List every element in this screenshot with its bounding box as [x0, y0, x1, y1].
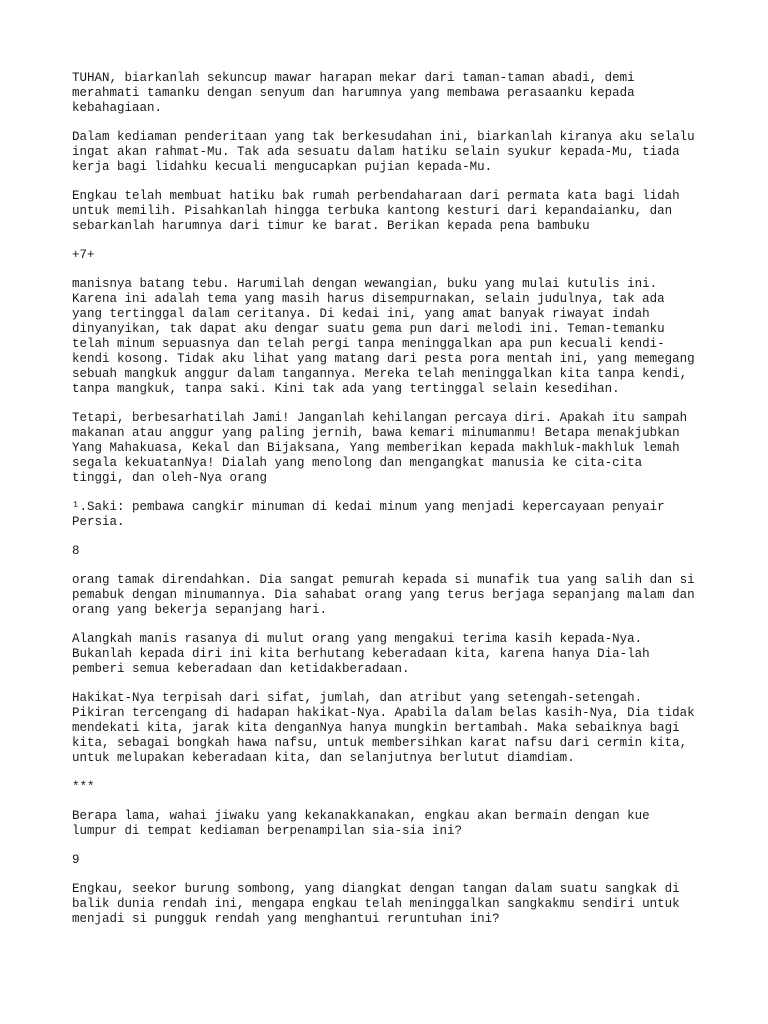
paragraph-jami: Tetapi, berbesarhatilah Jami! Janganlah kehilangan percaya diri. Apakah itu sampah makanan atau anggur yang paling jernih, bawa kemari minumanmu! Betapa menakjubkan Yang Mahakuasa, Kekal dan Bijaksana, Yang memberikan kepada makhluk-makhluk lemah segala kekuatanNya! Dialah yang menolong dan mengangkat manusia ke cita-cita tinggi, dan oleh-Nya orang	[72, 411, 688, 485]
paragraph-childish-soul: Berapa lama, wahai jiwaku yang kekanakkanakan, engkau akan bermain dengan kue lumpur di tempat kediaman berpenampilan sia-sia ini?	[72, 809, 650, 838]
paragraph-opening-prayer: TUHAN, biarkanlah sekuncup mawar harapan mekar dari taman-taman abadi, demi merahmati tamanku dengan senyum dan harumnya yang membawa perasaanku kepada kebahagiaan.	[72, 71, 635, 115]
footnote-saki: ¹.Saki: pembawa cangkir minuman di kedai minum yang menjadi kepercayaan penyair Persia.	[72, 500, 665, 529]
document-page	[72, 71, 712, 941]
paragraph-greedy: orang tamak direndahkan. Dia sangat pemurah kepada si munafik tua yang salih dan si pemabuk dengan minumannya. Dia sahabat orang yang terus berjaga sepanjang malam dan orang yang bekerja sepanjang hari.	[72, 573, 695, 617]
paragraph-sugarcane: manisnya batang tebu. Harumilah dengan wewangian, buku yang mulai kutulis ini. Karena ini adalah tema yang masih harus disempurnakan, selain judulnya, tak ada yang tertinggal dalam ceritanya. Di kedai ini, yang amat banyak riwayat indah dinyanyikan, tak dapat aku dengar suatu gema pun dari melodi ini. Teman-temanku telah minum sepuasnya dan telah pergi tanpa meninggalkan apa pun kecuali kendi- kendi kosong. Tidak aku lihat yang matang dari pesta pora mentah ini, yang memegang sebuah mangkuk anggur dalam tangannya. Mereka telah meninggalkan kita tanpa kendi, tanpa mangkuk, tanpa saki. Kini tak ada yang tertinggal selain kesedihan.	[72, 277, 695, 396]
page-marker: +7+	[72, 248, 95, 262]
page-number: 8	[72, 544, 80, 558]
page-number: 9	[72, 853, 80, 867]
paragraph-essence: Hakikat-Nya terpisah dari sifat, jumlah, dan atribut yang setengah-setengah. Pikiran tercengang di hadapan hakikat-Nya. Apabila dalam belas kasih-Nya, Dia tidak mendekati kita, jarak kita denganNya hanya mungkin bertambah. Maka sebaiknya bagi kita, sebagai bongkah hawa nafsu, untuk membersihkan karat nafsu dari cermin kita, untuk melupakan keberadaan kita, dan selanjutnya berlutut diamdiam.	[72, 691, 695, 765]
paragraph-treasury: Engkau telah membuat hatiku bak rumah perbendaharaan dari permata kata bagi lidah untuk memilih. Pisahkanlah hingga terbuka kantong kesturi dari kepandaianku, dan sebarkanlah harumnya dari timur ke barat. Berikan kepada pena bambuku	[72, 189, 680, 233]
paragraph-gratitude: Alangkah manis rasanya di mulut orang yang mengakui terima kasih kepada-Nya. Bukanlah kepada diri ini kita berhutang keberadaan kita, karena hanya Dia-lah pemberi semua keberadaan dan ketidakberadaan.	[72, 632, 650, 676]
paragraph-mercy: Dalam kediaman penderitaan yang tak berkesudahan ini, biarkanlah kiranya aku selalu ingat akan rahmat-Mu. Tak ada sesuatu dalam hatiku selain syukur kepada-Mu, tiada kerja bagi lidahku kecuali mengucapkan pujian kepada-Mu.	[72, 130, 695, 174]
paragraph-proud-bird: Engkau, seekor burung sombong, yang diangkat dengan tangan dalam suatu sangkak di balik dunia rendah ini, mengapa engkau telah meninggalkan sangkakmu sendiri untuk menjadi si pungguk rendah yang menghantui reruntuhan ini?	[72, 882, 680, 926]
section-divider: ***	[72, 780, 95, 794]
